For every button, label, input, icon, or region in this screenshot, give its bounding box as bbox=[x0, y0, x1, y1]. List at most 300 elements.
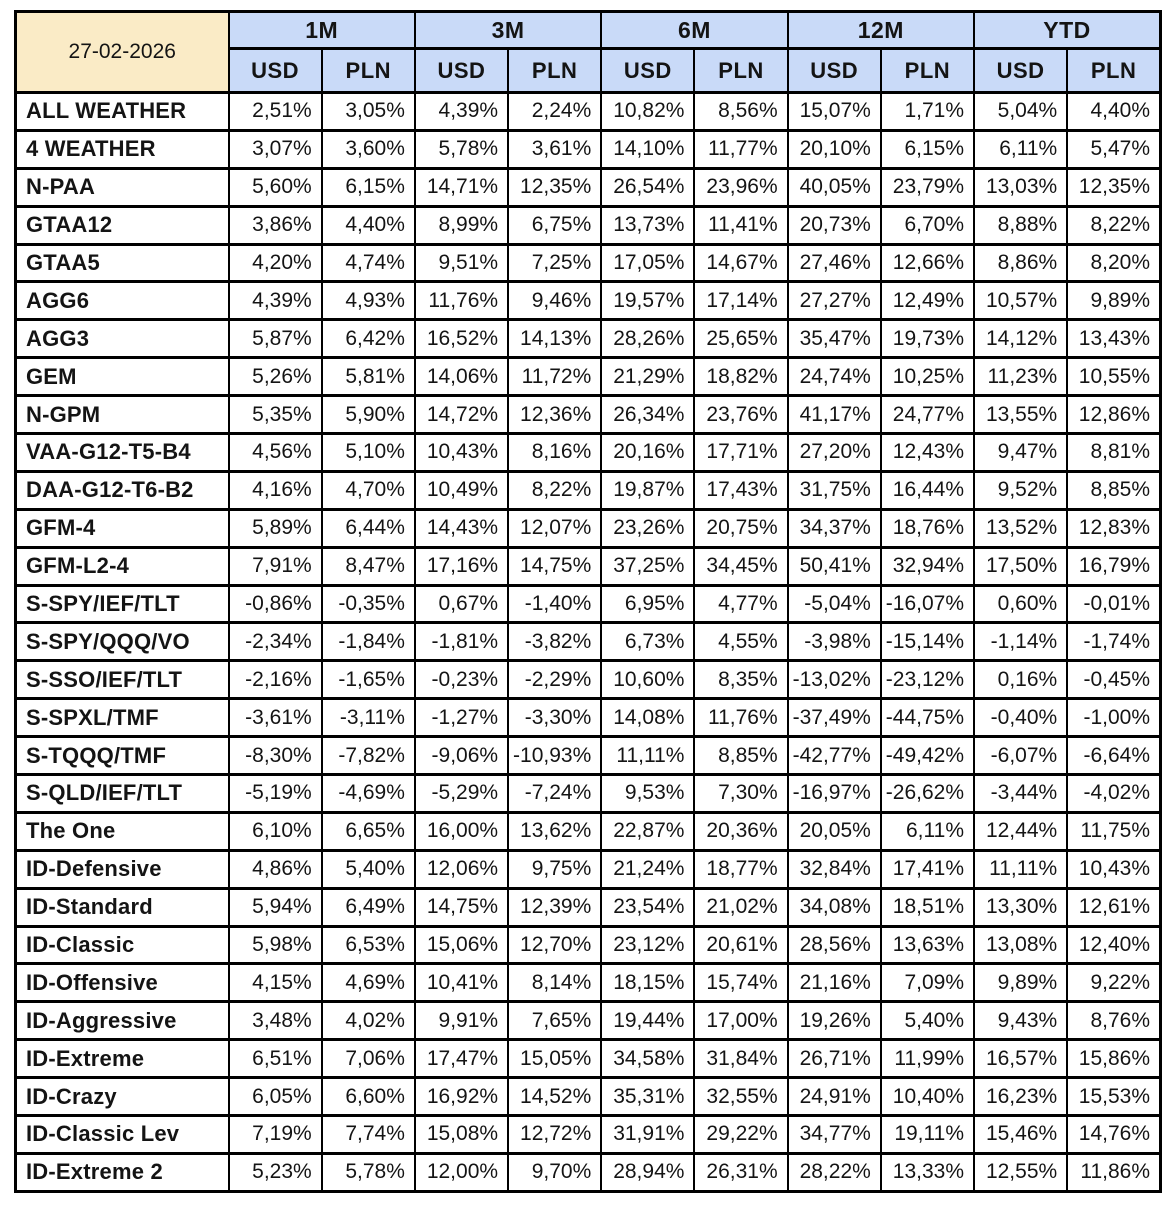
perf-value-cell: -13,02% bbox=[788, 661, 881, 699]
perf-value-cell: 23,26% bbox=[601, 509, 694, 547]
perf-value-cell: 13,52% bbox=[974, 509, 1067, 547]
strategy-label-cell: GEM bbox=[16, 358, 229, 396]
perf-value-cell: 5,94% bbox=[229, 888, 322, 926]
perf-value-cell: 16,00% bbox=[415, 812, 508, 850]
perf-value-cell: 6,11% bbox=[974, 130, 1067, 168]
perf-value-cell: 31,84% bbox=[694, 1040, 787, 1078]
perf-value-cell: 19,11% bbox=[881, 1116, 974, 1154]
perf-value-cell: -0,35% bbox=[322, 585, 415, 623]
perf-value-cell: 28,94% bbox=[601, 1153, 694, 1191]
perf-value-cell: 5,81% bbox=[322, 358, 415, 396]
perf-value-cell: -5,29% bbox=[415, 775, 508, 813]
perf-value-cell: 18,76% bbox=[881, 509, 974, 547]
perf-value-cell: 7,09% bbox=[881, 964, 974, 1002]
perf-value-cell: 8,99% bbox=[415, 206, 508, 244]
perf-value-cell: 16,79% bbox=[1067, 547, 1160, 585]
table-row bbox=[16, 661, 1161, 699]
perf-value-cell: 28,26% bbox=[601, 320, 694, 358]
perf-value-cell: 17,71% bbox=[694, 434, 787, 472]
perf-value-cell: 14,43% bbox=[415, 509, 508, 547]
perf-value-cell: 7,91% bbox=[229, 547, 322, 585]
perf-value-cell: 34,58% bbox=[601, 1040, 694, 1078]
perf-value-cell: 6,44% bbox=[322, 509, 415, 547]
table-row bbox=[16, 850, 1161, 888]
perf-value-cell: -1,14% bbox=[974, 623, 1067, 661]
perf-value-cell: 9,22% bbox=[1067, 964, 1160, 1002]
perf-value-cell: -6,64% bbox=[1067, 737, 1160, 775]
perf-value-cell: 3,61% bbox=[508, 130, 601, 168]
perf-value-cell: 10,82% bbox=[601, 93, 694, 131]
perf-value-cell: 9,46% bbox=[508, 282, 601, 320]
perf-value-cell: 24,91% bbox=[788, 1078, 881, 1116]
perf-value-cell: 20,05% bbox=[788, 812, 881, 850]
table-row bbox=[16, 623, 1161, 661]
strategy-label-cell: GFM-L2-4 bbox=[16, 547, 229, 585]
perf-value-cell: -8,30% bbox=[229, 737, 322, 775]
strategy-label-cell: S-SPY/QQQ/VO bbox=[16, 623, 229, 661]
perf-value-cell: 13,03% bbox=[974, 168, 1067, 206]
perf-value-cell: 26,34% bbox=[601, 396, 694, 434]
perf-value-cell: 5,47% bbox=[1067, 130, 1160, 168]
perf-value-cell: 28,22% bbox=[788, 1153, 881, 1191]
period-header-ytd: YTD bbox=[974, 12, 1161, 49]
perf-value-cell: 12,49% bbox=[881, 282, 974, 320]
perf-value-cell: 4,15% bbox=[229, 964, 322, 1002]
perf-value-cell: 0,60% bbox=[974, 585, 1067, 623]
perf-value-cell: 10,41% bbox=[415, 964, 508, 1002]
perf-value-cell: 5,60% bbox=[229, 168, 322, 206]
perf-value-cell: 7,65% bbox=[508, 1002, 601, 1040]
perf-value-cell: 32,55% bbox=[694, 1078, 787, 1116]
perf-value-cell: 29,22% bbox=[694, 1116, 787, 1154]
table-row bbox=[16, 964, 1161, 1002]
perf-value-cell: 31,75% bbox=[788, 471, 881, 509]
perf-value-cell: 24,77% bbox=[881, 396, 974, 434]
table-row bbox=[16, 1040, 1161, 1078]
table-row bbox=[16, 358, 1161, 396]
currency-header-pln: PLN bbox=[508, 49, 601, 93]
currency-header-usd: USD bbox=[601, 49, 694, 93]
perf-value-cell: 13,62% bbox=[508, 812, 601, 850]
strategy-label-cell: ID-Standard bbox=[16, 888, 229, 926]
perf-value-cell: 16,57% bbox=[974, 1040, 1067, 1078]
perf-value-cell: 5,98% bbox=[229, 926, 322, 964]
table-row bbox=[16, 1153, 1161, 1191]
perf-value-cell: 14,71% bbox=[415, 168, 508, 206]
perf-value-cell: 7,74% bbox=[322, 1116, 415, 1154]
perf-value-cell: 19,73% bbox=[881, 320, 974, 358]
perf-value-cell: 1,71% bbox=[881, 93, 974, 131]
perf-value-cell: 5,78% bbox=[322, 1153, 415, 1191]
table-row bbox=[16, 1002, 1161, 1040]
perf-value-cell: 28,56% bbox=[788, 926, 881, 964]
perf-value-cell: 11,99% bbox=[881, 1040, 974, 1078]
perf-value-cell: 12,36% bbox=[508, 396, 601, 434]
perf-value-cell: 19,44% bbox=[601, 1002, 694, 1040]
perf-value-cell: -3,82% bbox=[508, 623, 601, 661]
perf-value-cell: 15,05% bbox=[508, 1040, 601, 1078]
perf-value-cell: 13,43% bbox=[1067, 320, 1160, 358]
table-row bbox=[16, 244, 1161, 282]
strategy-label-cell: S-SPXL/TMF bbox=[16, 699, 229, 737]
perf-value-cell: 34,37% bbox=[788, 509, 881, 547]
perf-value-cell: 12,40% bbox=[1067, 926, 1160, 964]
perf-value-cell: -3,11% bbox=[322, 699, 415, 737]
table-body bbox=[16, 93, 1161, 1192]
perf-value-cell: 4,70% bbox=[322, 471, 415, 509]
perf-value-cell: 11,86% bbox=[1067, 1153, 1160, 1191]
perf-value-cell: 17,14% bbox=[694, 282, 787, 320]
perf-value-cell: 4,40% bbox=[322, 206, 415, 244]
strategy-label-cell: ID-Defensive bbox=[16, 850, 229, 888]
perf-value-cell: 34,77% bbox=[788, 1116, 881, 1154]
table-row bbox=[16, 509, 1161, 547]
perf-value-cell: -10,93% bbox=[508, 737, 601, 775]
currency-header-usd: USD bbox=[788, 49, 881, 93]
perf-value-cell: 10,25% bbox=[881, 358, 974, 396]
perf-value-cell: -0,86% bbox=[229, 585, 322, 623]
perf-value-cell: 6,49% bbox=[322, 888, 415, 926]
perf-value-cell: 20,61% bbox=[694, 926, 787, 964]
perf-value-cell: 10,49% bbox=[415, 471, 508, 509]
perf-value-cell: 14,08% bbox=[601, 699, 694, 737]
perf-value-cell: 27,27% bbox=[788, 282, 881, 320]
perf-value-cell: 20,75% bbox=[694, 509, 787, 547]
perf-value-cell: 5,90% bbox=[322, 396, 415, 434]
perf-value-cell: 17,00% bbox=[694, 1002, 787, 1040]
strategy-label-cell: AGG3 bbox=[16, 320, 229, 358]
perf-value-cell: 23,76% bbox=[694, 396, 787, 434]
strategy-label-cell: S-SSO/IEF/TLT bbox=[16, 661, 229, 699]
perf-value-cell: 15,46% bbox=[974, 1116, 1067, 1154]
currency-header-pln: PLN bbox=[1067, 49, 1160, 93]
perf-value-cell: 5,26% bbox=[229, 358, 322, 396]
perf-value-cell: 6,11% bbox=[881, 812, 974, 850]
perf-value-cell: 8,14% bbox=[508, 964, 601, 1002]
perf-value-cell: 9,91% bbox=[415, 1002, 508, 1040]
perf-value-cell: 11,76% bbox=[694, 699, 787, 737]
table-row bbox=[16, 130, 1161, 168]
perf-value-cell: 6,75% bbox=[508, 206, 601, 244]
strategy-label-cell: ID-Extreme bbox=[16, 1040, 229, 1078]
strategy-label-cell: ID-Classic Lev bbox=[16, 1116, 229, 1154]
perf-value-cell: 3,86% bbox=[229, 206, 322, 244]
perf-value-cell: 32,94% bbox=[881, 547, 974, 585]
perf-value-cell: 16,44% bbox=[881, 471, 974, 509]
perf-value-cell: 3,48% bbox=[229, 1002, 322, 1040]
perf-value-cell: 10,57% bbox=[974, 282, 1067, 320]
perf-value-cell: 8,86% bbox=[974, 244, 1067, 282]
perf-value-cell: 8,35% bbox=[694, 661, 787, 699]
perf-value-cell: 17,43% bbox=[694, 471, 787, 509]
perf-value-cell: 4,20% bbox=[229, 244, 322, 282]
table-row bbox=[16, 1078, 1161, 1116]
strategy-label-cell: ALL WEATHER bbox=[16, 93, 229, 131]
perf-value-cell: 16,92% bbox=[415, 1078, 508, 1116]
perf-value-cell: 11,76% bbox=[415, 282, 508, 320]
perf-value-cell: -15,14% bbox=[881, 623, 974, 661]
perf-value-cell: 32,84% bbox=[788, 850, 881, 888]
perf-value-cell: 26,71% bbox=[788, 1040, 881, 1078]
perf-value-cell: 0,67% bbox=[415, 585, 508, 623]
currency-header-pln: PLN bbox=[881, 49, 974, 93]
perf-value-cell: 2,51% bbox=[229, 93, 322, 131]
perf-value-cell: 9,51% bbox=[415, 244, 508, 282]
perf-value-cell: 26,54% bbox=[601, 168, 694, 206]
perf-value-cell: -7,24% bbox=[508, 775, 601, 813]
perf-value-cell: 12,70% bbox=[508, 926, 601, 964]
period-header-1m: 1M bbox=[229, 12, 415, 49]
strategy-label-cell: ID-Extreme 2 bbox=[16, 1153, 229, 1191]
perf-value-cell: -3,61% bbox=[229, 699, 322, 737]
perf-value-cell: 18,82% bbox=[694, 358, 787, 396]
table-row bbox=[16, 1116, 1161, 1154]
table-row bbox=[16, 471, 1161, 509]
table-row bbox=[16, 168, 1161, 206]
period-header-12m: 12M bbox=[788, 12, 974, 49]
perf-value-cell: 8,85% bbox=[1067, 471, 1160, 509]
strategy-label-cell: DAA-G12-T6-B2 bbox=[16, 471, 229, 509]
strategy-label-cell: GTAA5 bbox=[16, 244, 229, 282]
strategy-label-cell: VAA-G12-T5-B4 bbox=[16, 434, 229, 472]
perf-value-cell: 10,60% bbox=[601, 661, 694, 699]
perf-value-cell: 35,31% bbox=[601, 1078, 694, 1116]
perf-value-cell: -49,42% bbox=[881, 737, 974, 775]
perf-value-cell: -1,84% bbox=[322, 623, 415, 661]
perf-value-cell: 41,17% bbox=[788, 396, 881, 434]
perf-value-cell: 17,50% bbox=[974, 547, 1067, 585]
perf-value-cell: -1,65% bbox=[322, 661, 415, 699]
perf-value-cell: 17,05% bbox=[601, 244, 694, 282]
perf-value-cell: 12,86% bbox=[1067, 396, 1160, 434]
perf-value-cell: 6,73% bbox=[601, 623, 694, 661]
strategy-label-cell: AGG6 bbox=[16, 282, 229, 320]
perf-value-cell: 20,73% bbox=[788, 206, 881, 244]
table-row bbox=[16, 396, 1161, 434]
strategy-label-cell: ID-Aggressive bbox=[16, 1002, 229, 1040]
perf-value-cell: 3,07% bbox=[229, 130, 322, 168]
perf-value-cell: 8,88% bbox=[974, 206, 1067, 244]
perf-value-cell: -1,81% bbox=[415, 623, 508, 661]
perf-value-cell: -0,23% bbox=[415, 661, 508, 699]
perf-value-cell: 9,89% bbox=[1067, 282, 1160, 320]
table-row bbox=[16, 585, 1161, 623]
perf-value-cell: 6,53% bbox=[322, 926, 415, 964]
performance-table bbox=[14, 10, 1162, 1193]
perf-value-cell: 14,67% bbox=[694, 244, 787, 282]
perf-value-cell: 2,24% bbox=[508, 93, 601, 131]
perf-value-cell: 12,06% bbox=[415, 850, 508, 888]
perf-value-cell: 14,12% bbox=[974, 320, 1067, 358]
perf-value-cell: 17,41% bbox=[881, 850, 974, 888]
perf-value-cell: 13,08% bbox=[974, 926, 1067, 964]
perf-value-cell: 4,74% bbox=[322, 244, 415, 282]
perf-value-cell: -23,12% bbox=[881, 661, 974, 699]
perf-value-cell: 18,77% bbox=[694, 850, 787, 888]
perf-value-cell: 34,08% bbox=[788, 888, 881, 926]
perf-value-cell: 14,52% bbox=[508, 1078, 601, 1116]
perf-value-cell: 6,05% bbox=[229, 1078, 322, 1116]
perf-value-cell: 24,74% bbox=[788, 358, 881, 396]
perf-value-cell: 6,51% bbox=[229, 1040, 322, 1078]
table-row bbox=[16, 282, 1161, 320]
perf-value-cell: 31,91% bbox=[601, 1116, 694, 1154]
perf-value-cell: 11,41% bbox=[694, 206, 787, 244]
strategy-label-cell: The One bbox=[16, 812, 229, 850]
perf-value-cell: 13,63% bbox=[881, 926, 974, 964]
currency-header-pln: PLN bbox=[322, 49, 415, 93]
perf-value-cell: 4,02% bbox=[322, 1002, 415, 1040]
perf-value-cell: 14,10% bbox=[601, 130, 694, 168]
perf-value-cell: 4,69% bbox=[322, 964, 415, 1002]
perf-value-cell: 16,52% bbox=[415, 320, 508, 358]
perf-value-cell: 6,42% bbox=[322, 320, 415, 358]
currency-header-pln: PLN bbox=[694, 49, 787, 93]
perf-value-cell: 4,86% bbox=[229, 850, 322, 888]
perf-value-cell: 5,78% bbox=[415, 130, 508, 168]
perf-value-cell: 15,74% bbox=[694, 964, 787, 1002]
perf-value-cell: 8,16% bbox=[508, 434, 601, 472]
perf-value-cell: 8,76% bbox=[1067, 1002, 1160, 1040]
perf-value-cell: 10,43% bbox=[1067, 850, 1160, 888]
perf-value-cell: 12,35% bbox=[508, 168, 601, 206]
perf-value-cell: 5,40% bbox=[322, 850, 415, 888]
perf-value-cell: 9,89% bbox=[974, 964, 1067, 1002]
perf-value-cell: 11,77% bbox=[694, 130, 787, 168]
perf-value-cell: 12,07% bbox=[508, 509, 601, 547]
perf-value-cell: 19,57% bbox=[601, 282, 694, 320]
table-row bbox=[16, 320, 1161, 358]
strategy-label-cell: GFM-4 bbox=[16, 509, 229, 547]
perf-value-cell: 40,05% bbox=[788, 168, 881, 206]
perf-value-cell: 6,15% bbox=[881, 130, 974, 168]
perf-value-cell: -42,77% bbox=[788, 737, 881, 775]
perf-value-cell: 6,95% bbox=[601, 585, 694, 623]
perf-value-cell: 17,47% bbox=[415, 1040, 508, 1078]
perf-value-cell: -2,16% bbox=[229, 661, 322, 699]
perf-value-cell: 17,16% bbox=[415, 547, 508, 585]
perf-value-cell: 5,10% bbox=[322, 434, 415, 472]
perf-value-cell: 9,70% bbox=[508, 1153, 601, 1191]
perf-value-cell: 18,51% bbox=[881, 888, 974, 926]
perf-value-cell: 13,55% bbox=[974, 396, 1067, 434]
perf-value-cell: 15,53% bbox=[1067, 1078, 1160, 1116]
perf-value-cell: 12,61% bbox=[1067, 888, 1160, 926]
perf-value-cell: -4,02% bbox=[1067, 775, 1160, 813]
perf-value-cell: 11,75% bbox=[1067, 812, 1160, 850]
perf-value-cell: 7,19% bbox=[229, 1116, 322, 1154]
perf-value-cell: 8,22% bbox=[508, 471, 601, 509]
perf-value-cell: 14,76% bbox=[1067, 1116, 1160, 1154]
perf-value-cell: 35,47% bbox=[788, 320, 881, 358]
perf-value-cell: 21,02% bbox=[694, 888, 787, 926]
perf-value-cell: 9,47% bbox=[974, 434, 1067, 472]
perf-value-cell: 13,33% bbox=[881, 1153, 974, 1191]
perf-value-cell: 5,04% bbox=[974, 93, 1067, 131]
strategy-label-cell: GTAA12 bbox=[16, 206, 229, 244]
perf-value-cell: -3,30% bbox=[508, 699, 601, 737]
currency-header-usd: USD bbox=[415, 49, 508, 93]
table-row bbox=[16, 93, 1161, 131]
strategy-label-cell: N-GPM bbox=[16, 396, 229, 434]
perf-value-cell: 23,79% bbox=[881, 168, 974, 206]
perf-value-cell: 18,15% bbox=[601, 964, 694, 1002]
table-row bbox=[16, 699, 1161, 737]
perf-value-cell: 9,53% bbox=[601, 775, 694, 813]
table-row bbox=[16, 206, 1161, 244]
perf-value-cell: 8,47% bbox=[322, 547, 415, 585]
perf-value-cell: 15,06% bbox=[415, 926, 508, 964]
table-row bbox=[16, 812, 1161, 850]
strategy-label-cell: S-QLD/IEF/TLT bbox=[16, 775, 229, 813]
perf-value-cell: -6,07% bbox=[974, 737, 1067, 775]
perf-value-cell: 20,16% bbox=[601, 434, 694, 472]
perf-value-cell: 14,13% bbox=[508, 320, 601, 358]
perf-value-cell: -44,75% bbox=[881, 699, 974, 737]
perf-value-cell: 10,43% bbox=[415, 434, 508, 472]
perf-value-cell: 15,07% bbox=[788, 93, 881, 131]
perf-value-cell: -2,34% bbox=[229, 623, 322, 661]
perf-value-cell: -37,49% bbox=[788, 699, 881, 737]
perf-value-cell: 7,06% bbox=[322, 1040, 415, 1078]
table-row bbox=[16, 775, 1161, 813]
strategy-label-cell: ID-Offensive bbox=[16, 964, 229, 1002]
perf-value-cell: 5,87% bbox=[229, 320, 322, 358]
perf-value-cell: 9,52% bbox=[974, 471, 1067, 509]
perf-value-cell: 4,39% bbox=[415, 93, 508, 131]
strategy-label-cell: ID-Crazy bbox=[16, 1078, 229, 1116]
strategy-label-cell: S-SPY/IEF/TLT bbox=[16, 585, 229, 623]
perf-value-cell: 16,23% bbox=[974, 1078, 1067, 1116]
perf-value-cell: -7,82% bbox=[322, 737, 415, 775]
strategy-label-cell: S-TQQQ/TMF bbox=[16, 737, 229, 775]
perf-value-cell: -3,98% bbox=[788, 623, 881, 661]
perf-value-cell: 15,86% bbox=[1067, 1040, 1160, 1078]
perf-value-cell: 19,87% bbox=[601, 471, 694, 509]
perf-value-cell: 12,66% bbox=[881, 244, 974, 282]
perf-value-cell: -5,19% bbox=[229, 775, 322, 813]
perf-value-cell: 4,40% bbox=[1067, 93, 1160, 131]
perf-value-cell: -1,74% bbox=[1067, 623, 1160, 661]
perf-value-cell: 37,25% bbox=[601, 547, 694, 585]
perf-value-cell: 34,45% bbox=[694, 547, 787, 585]
perf-value-cell: -0,45% bbox=[1067, 661, 1160, 699]
perf-value-cell: 8,85% bbox=[694, 737, 787, 775]
perf-value-cell: 9,75% bbox=[508, 850, 601, 888]
perf-value-cell: 8,22% bbox=[1067, 206, 1160, 244]
perf-value-cell: 6,70% bbox=[881, 206, 974, 244]
perf-value-cell: 23,96% bbox=[694, 168, 787, 206]
perf-value-cell: 27,20% bbox=[788, 434, 881, 472]
perf-value-cell: 9,43% bbox=[974, 1002, 1067, 1040]
perf-value-cell: 4,77% bbox=[694, 585, 787, 623]
perf-value-cell: 6,60% bbox=[322, 1078, 415, 1116]
perf-value-cell: 12,44% bbox=[974, 812, 1067, 850]
perf-value-cell: 6,65% bbox=[322, 812, 415, 850]
perf-value-cell: 12,35% bbox=[1067, 168, 1160, 206]
currency-header-usd: USD bbox=[229, 49, 322, 93]
perf-value-cell: 22,87% bbox=[601, 812, 694, 850]
perf-value-cell: 15,08% bbox=[415, 1116, 508, 1154]
perf-value-cell: 5,35% bbox=[229, 396, 322, 434]
perf-value-cell: 10,55% bbox=[1067, 358, 1160, 396]
perf-value-cell: 8,81% bbox=[1067, 434, 1160, 472]
perf-value-cell: 6,10% bbox=[229, 812, 322, 850]
perf-value-cell: 4,93% bbox=[322, 282, 415, 320]
perf-value-cell: 23,54% bbox=[601, 888, 694, 926]
perf-value-cell: 19,26% bbox=[788, 1002, 881, 1040]
perf-value-cell: 8,20% bbox=[1067, 244, 1160, 282]
